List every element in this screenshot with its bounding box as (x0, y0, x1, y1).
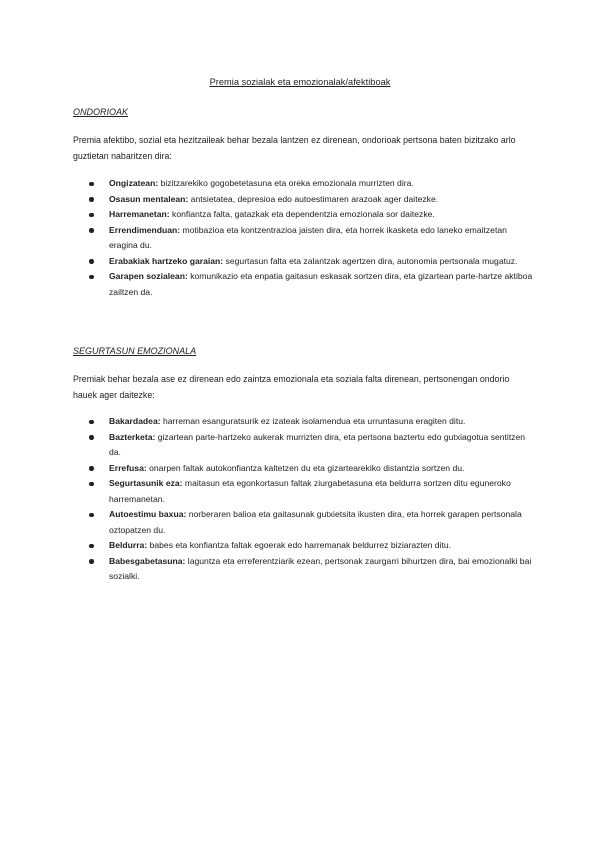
list-item (73, 461, 533, 477)
bullet-icon (89, 559, 94, 564)
list-item-text: babes eta konfiantza faltak egoerak edo harremanak beldurrez biziarazten ditu. (147, 540, 452, 550)
list-item-term: Osasun mentalean: (109, 193, 189, 204)
list-item-term: Garapen sozialean: (109, 271, 188, 281)
list-item (73, 430, 533, 461)
section-heading-ondorioak: ONDORIOAK (73, 107, 129, 117)
list-item-text: bizitzarekiko gogobetetasuna eta oreka emozionala murrizten dira. (158, 178, 414, 188)
bullet-icon (89, 182, 94, 187)
document-title: Premia sozialak eta emozionalak/afektiboak (209, 77, 391, 87)
bullet-icon (89, 513, 94, 518)
list-item-text: norberaren balioa eta gaitasunak gutxietsita ikusten dira, eta horrek garapen pertsonala oztopatzen du. (109, 509, 522, 535)
list-item-text: laguntza eta erreferentziarik ezean, pertsonak zaurgarri bihurtzen dira, bai emozionalki bai sozialki. (109, 555, 532, 581)
section-intro-ondorioak: Premia afektibo, sozial eta hezitzaileak behar bezala lantzen ez direnean, ondorioak pertsona baten bizitzako arlo guztietan nabaritzen dira: (73, 135, 516, 161)
bullet-icon (89, 228, 94, 233)
list-item (73, 554, 533, 585)
consequences-list (73, 176, 533, 300)
bullet-icon (89, 435, 94, 440)
list-item-term: Bakardadea: (109, 416, 161, 426)
list-item (73, 223, 533, 254)
list-item-term: Errendimenduan: (109, 224, 181, 235)
list-item-text: harreman esanguratsurik ez izateak isolamendua eta urruntasuna eragiten ditu. (160, 416, 466, 426)
list-item-text: antsietatea, depresioa edo autoestimaren arazoak ager daitezke. (188, 193, 439, 204)
list-item (73, 192, 533, 208)
list-item (73, 507, 533, 538)
list-item-term: Autoestimu baxua: (109, 509, 187, 519)
bullet-icon (89, 544, 94, 549)
list-item (73, 538, 533, 554)
bullet-icon (89, 466, 94, 471)
list-item-text: gizartean parte-hartzeko aukerak murrizten dira, eta pertsona baztertu edo gutxiagotua sentitzen da. (109, 431, 526, 457)
bullet-icon (89, 420, 94, 425)
list-item-term: Erabakiak hartzeko garaian: (109, 255, 224, 266)
list-item-text: komunikazio eta enpatia gaitasun eskasak sortzen dira, eta gizartean parte-hartze aktiboa zailtzen da. (109, 271, 533, 297)
section-heading-segurtasun-emozionala: SEGURTASUN EMOZIONALA (73, 346, 197, 356)
list-item (73, 176, 533, 192)
bullet-icon (89, 275, 94, 280)
list-item (73, 476, 533, 507)
section-intro-segurtasun-emozionala: Premiak behar bezala ase ez direnean edo zaintza emozionala eta soziala falta direnean, pertsonengan ondorio hauek ager daitezke: (73, 374, 510, 400)
list-item-term: Errefusa: (109, 462, 147, 473)
list-item-term: Harremanetan: (109, 209, 170, 219)
emotional-security-list (73, 414, 533, 585)
list-item-text: onarpen faltak autokonfiantza kaltetzen du eta gizartearekiko distantzia sortzen du. (146, 462, 465, 473)
list-item (73, 254, 533, 270)
list-item-text: konfiantza falta, gatazkak eta dependentzia emozionala sor daitezke. (169, 209, 435, 219)
list-item-text: segurtasun falta eta zalantzak agertzen dira, autonomia pertsonala mugatuz. (223, 255, 518, 266)
list-item-term: Babesgabetasuna: (109, 555, 186, 566)
bullet-icon (89, 482, 94, 487)
list-item-term: Beldurra: (109, 540, 148, 550)
list-item-term: Segurtasunik eza: (109, 478, 183, 488)
bullet-icon (89, 197, 94, 202)
list-item (73, 269, 533, 300)
list-item (73, 207, 533, 223)
bullet-icon (89, 259, 94, 264)
list-item (73, 414, 533, 430)
bullet-icon (89, 213, 94, 218)
list-item-text: maitasun eta egonkortasun faltak ziurgabetasuna eta beldurra sortzen ditu eguneroko harremanetan. (109, 478, 511, 504)
list-item-term: Bazterketa: (109, 431, 156, 442)
list-item-text: motibazioa eta kontzentrazioa jaisten dira, eta horrek ikasketa edo laneko emaitzetan eragina du. (109, 224, 507, 250)
list-item-term: Ongizatean: (109, 178, 159, 188)
